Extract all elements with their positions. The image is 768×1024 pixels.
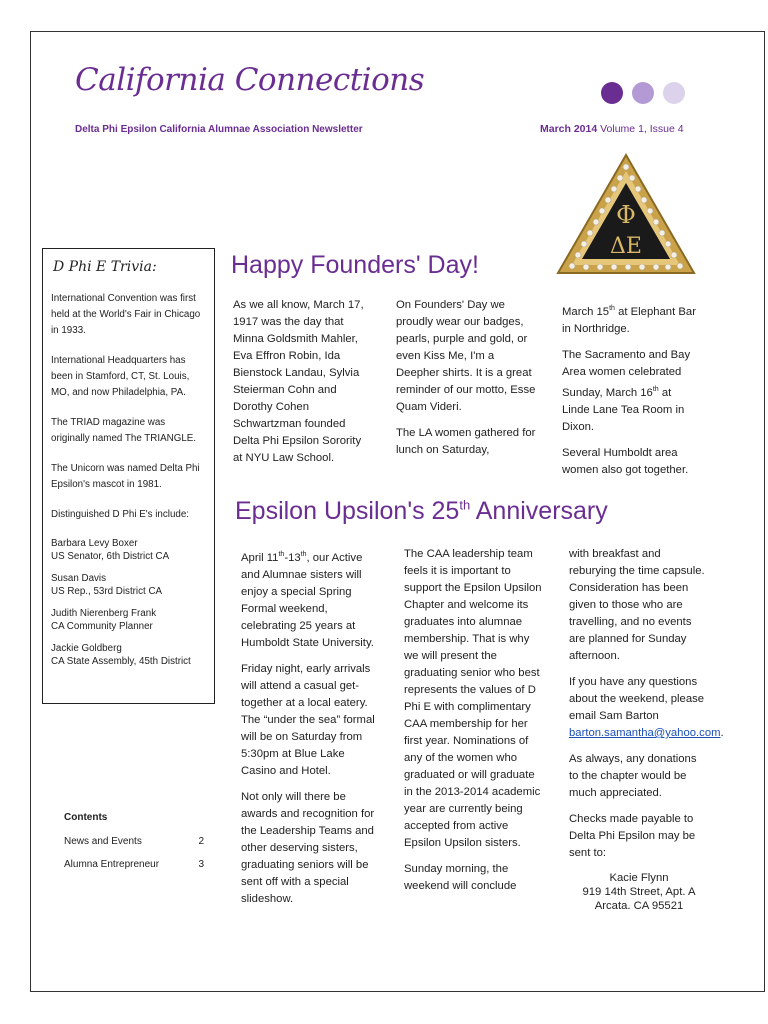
issue-volume: Volume 1, Issue 4 bbox=[600, 123, 684, 135]
newsletter-subtitle: Delta Phi Epsilon California Alumnae Association Newsletter bbox=[75, 124, 363, 135]
contents-box bbox=[64, 812, 204, 882]
crest-letter-phi: Φ bbox=[616, 201, 636, 229]
trivia-box bbox=[42, 248, 215, 704]
trivia-fact: The TRIAD magazine was originally named The TRIANGLE. bbox=[51, 417, 197, 444]
sorority-crest-icon bbox=[556, 153, 696, 275]
crest-letters-delta-epsilon: ΔΕ bbox=[610, 234, 642, 259]
mailing-address: Kacie Flynn 919 14th Street, Apt. A Arcata. CA 95521 bbox=[582, 872, 696, 912]
decor-dot-dark bbox=[601, 82, 623, 104]
list-item: Susan Davis US Rep., 53rd District CA bbox=[51, 573, 163, 597]
trivia-heading: D Phi E Trivia: bbox=[53, 259, 157, 275]
trivia-fact: Distinguished D Phi E's include: bbox=[51, 509, 190, 520]
list-item: Barbara Levy Boxer US Senator, 6th District CA bbox=[51, 538, 170, 562]
distinguished-list bbox=[51, 537, 206, 668]
trivia-fact: The Unicorn was named Delta Phi Epsilon's mascot in 1981. bbox=[51, 463, 200, 490]
anniversary-col-3: with breakfast and reburying the time capsule. Consideration has been given to those who are travelling, and no events are planned for Sunday afternoon. If you have any questions about the weekend, please email Sam Barton barton.samantha@yahoo.com. As always, any donations to the chapter would be much appreciated. Checks made payable to Delta Phi Epsilon may be sent to: Kacie Flynn 919 14th Street, Apt. A Arcata. CA 95521 bbox=[569, 548, 724, 912]
trivia-fact: International Headquarters has been in Stamford, CT, St. Louis, MO, and now Philadelphia, PA. bbox=[51, 355, 190, 398]
contents-item[interactable]: Alumna Entrepreneur 3 bbox=[64, 859, 204, 870]
founders-heading: Happy Founders' Day! bbox=[231, 251, 479, 279]
anniversary-heading: Epsilon Upsilon's 25th Anniversary bbox=[235, 497, 608, 525]
issue-date: March 2014 bbox=[540, 123, 598, 135]
list-item: Judith Nierenberg Frank CA Community Planner bbox=[51, 608, 157, 632]
founders-col-1: As we all know, March 17, 1917 was the day that Minna Goldsmith Mahler, Eva Effron Robin, Ida Bienstock Landau, Sylvia Steierman Cohn and Dorothy Cohen Schwartzman founded Delta Phi Epsilon Sorority at NYU Law School. bbox=[233, 299, 364, 464]
email-link[interactable]: barton.samantha@yahoo.com bbox=[569, 727, 721, 739]
trivia-fact: International Convention was first held at the World's Fair in Chicago in 1933. bbox=[51, 293, 201, 336]
decor-dot-light bbox=[663, 82, 685, 104]
contents-heading: Contents bbox=[64, 812, 108, 823]
contents-item[interactable]: News and Events 2 bbox=[64, 836, 204, 847]
list-item: Jackie Goldberg CA State Assembly, 45th District bbox=[51, 643, 191, 667]
founders-col-2: On Founders' Day we proudly wear our badges, pearls, purple and gold, or even Kiss Me, I'm a Deepher shirts. It is a great reminder of our motto, Esse Quam Videri. The LA women gathered for lunch on Saturday, bbox=[396, 299, 536, 456]
newsletter-title: California Connections bbox=[75, 62, 425, 98]
anniversary-col-1: April 11th-13th, our Active and Alumnae sisters will enjoy a special Spring Formal weekend, celebrating 25 years at Humboldt State University. Friday night, early arrivals will attend a casual get-together at a local eatery. The “under the sea” formal will be on Saturday from 5:30pm at Blue Lake Casino and Hotel. Not only will there be awards and recognition for the Leadership Teams and other deserving sisters, graduating seniors will be sent off with a special slideshow. bbox=[241, 551, 375, 905]
founders-col-3: March 15th at Elephant Bar in Northridge. The Sacramento and Bay Area women celebrated Sunday, March 16th at Linde Lane Tea Room in Dixon. Several Humboldt area women also got together. bbox=[562, 305, 696, 476]
decor-dot-medium bbox=[632, 82, 654, 104]
issue-info bbox=[540, 123, 684, 135]
anniversary-col-2: The CAA leadership team feels it is important to support the Epsilon Upsilon Chapter and welcome its graduates into alumnae membership. That is why we will present the graduating senior who best represents the values of D Phi E with complimentary CAA membership for her first year. Nominations of any of the women who graduated or will graduate in the 2013-2014 academic year are currently being accepted from active Epsilon Upsilon sisters. Sunday morning, the weekend will conclude bbox=[404, 548, 542, 892]
